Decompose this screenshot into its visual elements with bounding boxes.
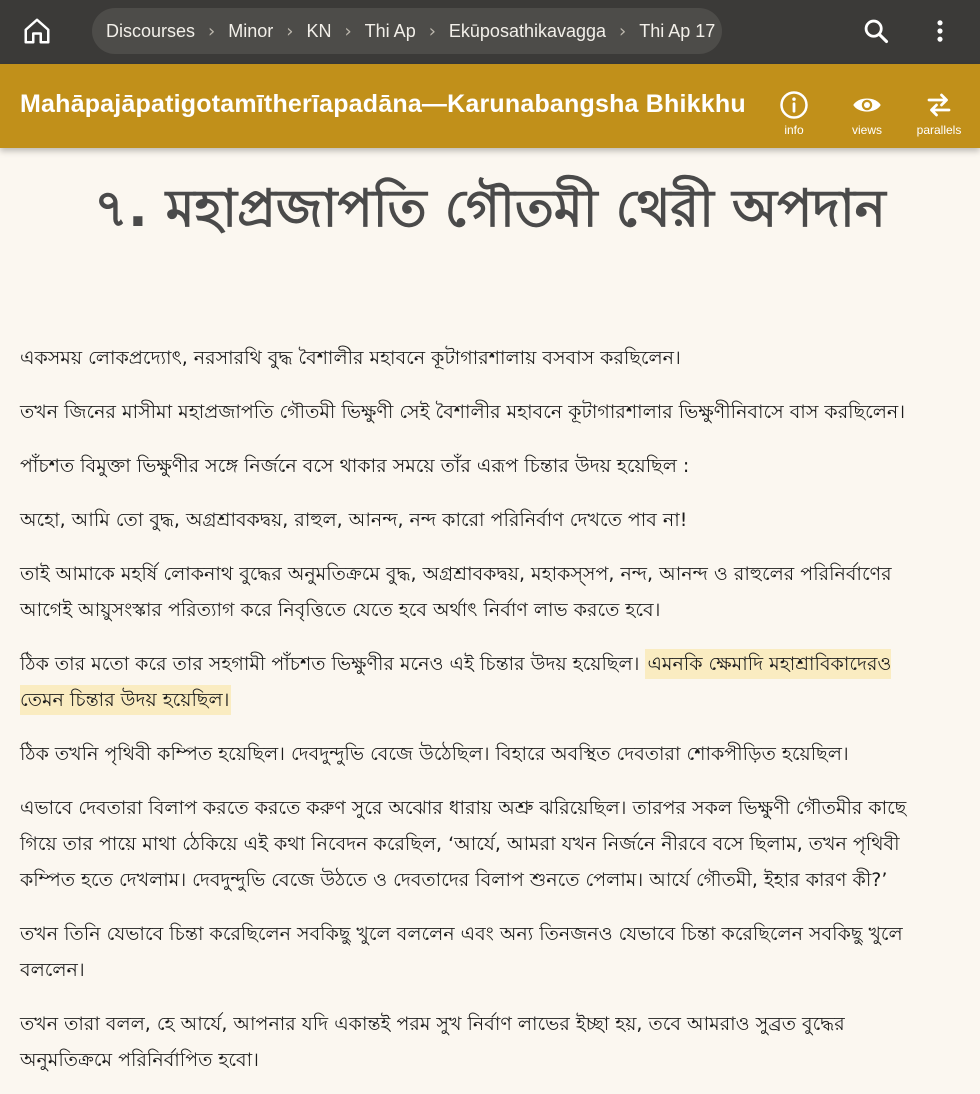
info-label: info [784,123,804,137]
paragraph: অহো, আমি তো বুদ্ধ, অগ্রশ্রাবকদ্বয়, রাহুল, আনন্দ, নন্দ কারো পরিনির্বাণ দেখতে পাব না! [20,509,688,531]
parallels-button[interactable] [903,90,975,137]
text-body [20,340,940,1094]
breadcrumb-item-kn[interactable]: KN [306,20,332,41]
paragraph: ঠিক তার মতো করে তার সহগামী পাঁচশত ভিক্ষুণীর মনেও এই চিন্তার উদয় হয়েছিল। এমনকি ক্ষেমাদি মহাশ্রাবিকাদেরও তেমন চিন্তার উদয় হয়েছিল। [20,646,940,718]
search-icon [862,17,890,45]
section-heading: ৭. মহাপ্রজাপতি গৌতমী থেরী অপদান [94,179,886,239]
breadcrumb-item-thi-ap[interactable]: Thi Ap [364,20,416,41]
chevron-right-icon: › [208,20,216,42]
info-button[interactable] [758,90,830,137]
chevron-right-icon: › [344,20,352,42]
paragraph: তখন জিনের মাসীমা মহাপ্রজাপতি গৌতমী ভিক্ষুণী সেই বৈশালীর মহাবনে কূটাগারশালার ভিক্ষুণীনিবাসে বাস করছিলেন। [20,401,906,423]
paragraph: তখন তিনি যেভাবে চিন্তা করেছিলেন সবকিছু খুলে বললেন এবং অন্য তিনজনও যেভাবে চিন্তা করেছিলেন সবকিছু খুলে বললেন। [20,923,903,981]
paragraph: তাই আমাকে মহর্ষি লোকনাথ বুদ্ধের অনুমতিক্রমে বুদ্ধ, অগ্রশ্রাবকদ্বয়, মহাকস্সপ, নন্দ, আনন্দ ও রাহুলের পরিনির্বাণের আগেই আয়ুসংস্কার পরিত্যাগ করে নিবৃত্তিতে যেতে হবে অর্থাৎ নির্বাণ লাভ করতে হবে। [20,563,892,621]
paragraph: পাঁচশত বিমুক্তা ভিক্ষুণীর সঙ্গে নির্জনে বসে থাকার সময়ে তাঁর এরূপ চিন্তার উদয় হয়েছিল : [20,455,690,477]
swap-icon [924,90,954,120]
breadcrumb-item-minor[interactable]: Minor [228,20,274,41]
search-button[interactable] [855,10,897,52]
paragraph: একসময় লোকপ্রদ্যোৎ, নরসারথি বুদ্ধ বৈশালীর মহাবনে কূটাগারশালায় বসবাস করছিলেন। [20,347,681,369]
paragraph: এভাবে দেবতারা বিলাপ করতে করতে করুণ সুরে অঝোর ধারায় অশ্রু ঝরিয়েছিল। তারপর সকল ভিক্ষুণী গৌতমীর কাছে গিয়ে তার পায়ে মাথা ঠেকিয়ে এই কথা নিবেদন করেছিল, ‘আর্যে, আমরা যখন নির্জনে নীরবে বসে ছিলাম, তখন পৃথিবী কম্পিত হতে দেখলাম। দেবদুন্দুভি বেজে উঠতে ও দেবতাদের বিলাপ শুনতে পেলাম। আর্যে গৌতমী, ইহার কারণ কী?’ [20,797,907,891]
eye-icon [851,90,883,120]
chevron-right-icon: › [428,20,436,42]
paragraph: তখন তারা বলল, হে আর্যে, আপনার যদি একান্তই পরম সুখ নির্বাণ লাভের ইচ্ছা হয়, তবে আমরাও সুব্রত বুদ্ধের অনুমতিক্রমে পরিনির্বাপিত হবো। [20,1013,845,1071]
views-button[interactable] [831,90,903,137]
paragraph: ঠিক তখনি পৃথিবী কম্পিত হয়েছিল। দেবদুন্দুভি বেজে উঠেছিল। বিহারে অবস্থিত দেবতারা শোকপীড়িত হয়েছিল। [20,743,849,765]
breadcrumb-item-current[interactable]: Thi Ap 17 [639,20,716,41]
home-icon [22,16,52,46]
views-label: views [851,123,882,137]
parallels-label: parallels [916,123,962,137]
breadcrumb [92,8,722,54]
home-button[interactable] [16,10,58,52]
highlighted-text[interactable]: এমনকি ক্ষেমাদি মহাশ্রাবিকাদেরও তেমন চিন্তার উদয় হয়েছিল। [20,649,891,715]
more-vert-icon [926,17,954,45]
page-title: Mahāpajāpatigotamītherīapadāna—Karunabangsha Bhikkhu [20,90,746,118]
breadcrumb-item-vagga[interactable]: Ekūposathikavagga [448,20,607,41]
chevron-right-icon: › [286,20,294,42]
top-navigation-bar [0,0,980,64]
more-options-button[interactable] [919,10,961,52]
breadcrumb-item-discourses[interactable]: Discourses [106,20,196,41]
chevron-right-icon: › [619,20,627,42]
page-title-bar [0,64,980,148]
info-icon [779,90,809,120]
